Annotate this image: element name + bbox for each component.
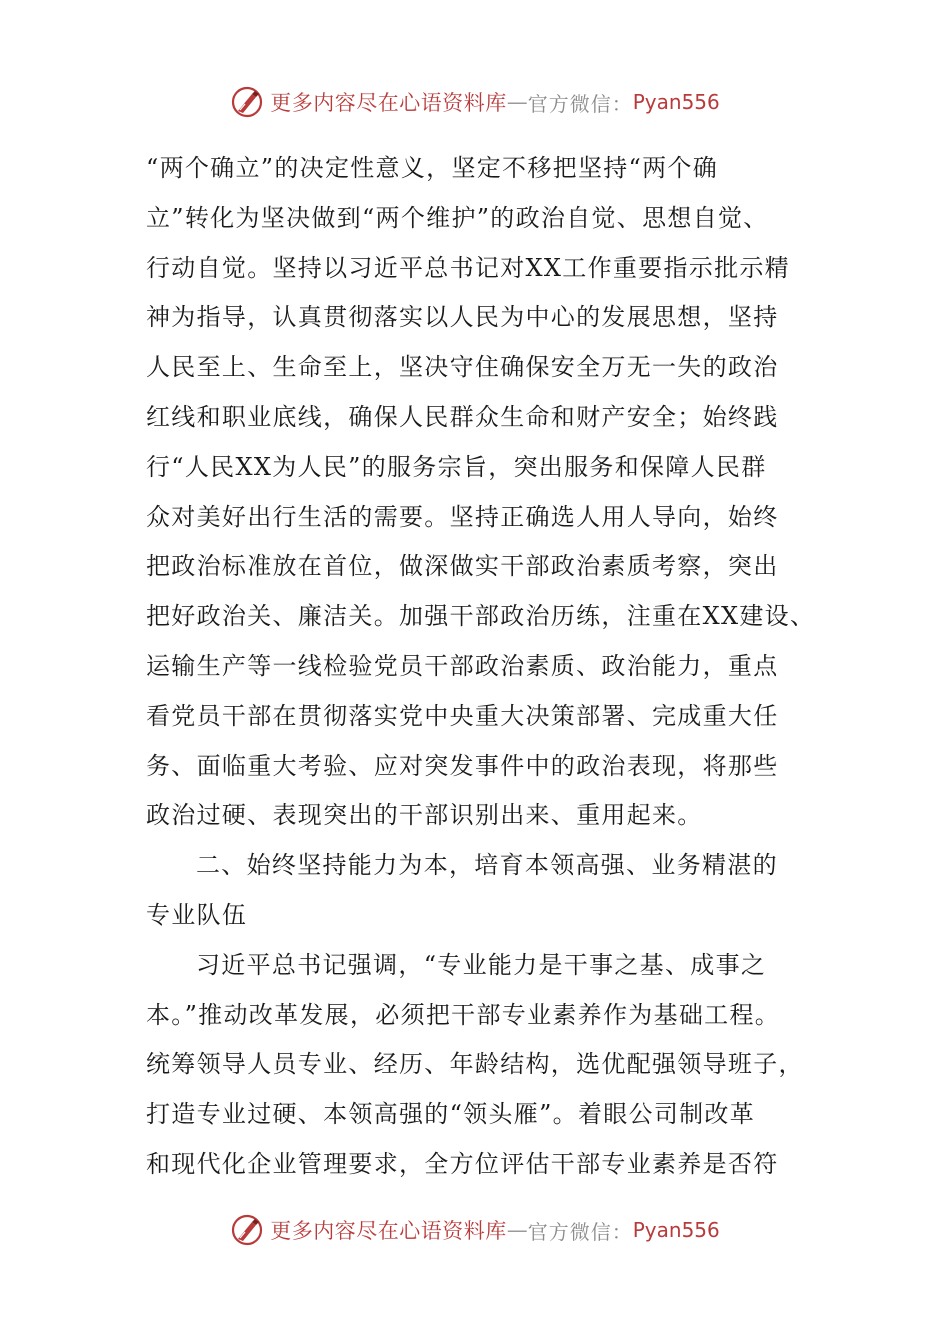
body-line: 看党员干部在贯彻落实党中央重大决策部署、完成重大任 bbox=[146, 701, 779, 730]
body-line: 本。”推动改革发展，必须把干部专业素养作为基础工程。 bbox=[146, 1000, 781, 1029]
body-line: 神为指导，认真贯彻落实以人民为中心的发展思想，坚持 bbox=[146, 303, 779, 332]
body-line: 政治过硬、表现突出的干部识别出来、重用起来。 bbox=[146, 801, 703, 830]
body-line: 行动自觉。坚持以习近平总书记对XX工作重要指示批示精 bbox=[146, 253, 790, 282]
contact-label: 官方微信： bbox=[527, 1219, 633, 1244]
document-body bbox=[146, 144, 816, 1190]
section-heading-line: 二、始终坚持能力为本，培育本领高强、业务精湛的 bbox=[196, 851, 778, 880]
body-line: 把政治标准放在首位，做深做实干部政治素质考察，突出 bbox=[146, 552, 779, 581]
body-line: 运输生产等一线检验党员干部政治素质、政治能力，重点 bbox=[146, 651, 779, 680]
header-watermark-banner bbox=[0, 80, 950, 124]
pen-nib-logo-icon bbox=[230, 1213, 264, 1247]
brand-dash: — bbox=[506, 1218, 528, 1242]
body-line: 统筹领导人员专业、经历、年龄结构，选优配强领导班子， bbox=[146, 1050, 804, 1079]
body-line: 和现代化企业管理要求，全方位评估干部专业素养是否符 bbox=[146, 1149, 779, 1178]
body-line: 打造专业过硬、本领高强的“领头雁”。着眼公司制改革 bbox=[146, 1100, 756, 1129]
body-line: 立”转化为坚决做到“两个维护”的政治自觉、思想自觉、 bbox=[146, 203, 769, 232]
section-heading-line: 专业队伍 bbox=[146, 900, 248, 929]
body-line: 务、面临重大考验、应对突发事件中的政治表现，将那些 bbox=[146, 751, 779, 780]
footer-watermark-banner bbox=[0, 1208, 950, 1252]
body-line: 把好政治关、廉洁关。加强干部政治历练，注重在XX建设、 bbox=[146, 602, 816, 631]
brand-text: 更多内容尽在心语资料库 bbox=[270, 1219, 507, 1243]
wechat-id: Pyan556 bbox=[632, 1218, 720, 1242]
body-line: 红线和职业底线，确保人民群众生命和财产安全；始终践 bbox=[146, 402, 779, 431]
pen-nib-logo-icon bbox=[230, 85, 264, 119]
body-line: 众对美好出行生活的需要。坚持正确选人用人导向，始终 bbox=[146, 502, 779, 531]
body-line: “两个确立”的决定性意义，坚定不移把坚持“两个确 bbox=[146, 154, 719, 182]
body-line: 行“人民XX为人民”的服务宗旨，突出服务和保障人民群 bbox=[146, 452, 767, 481]
contact-label: 官方微信： bbox=[527, 91, 633, 116]
body-line: 人民至上、生命至上，坚决守住确保安全万无一失的政治 bbox=[146, 353, 779, 382]
wechat-id: Pyan556 bbox=[632, 90, 720, 114]
body-line: 习近平总书记强调，“专业能力是干事之基、成事之 bbox=[196, 950, 767, 979]
brand-dash: — bbox=[506, 90, 528, 114]
brand-text: 更多内容尽在心语资料库 bbox=[270, 91, 507, 115]
